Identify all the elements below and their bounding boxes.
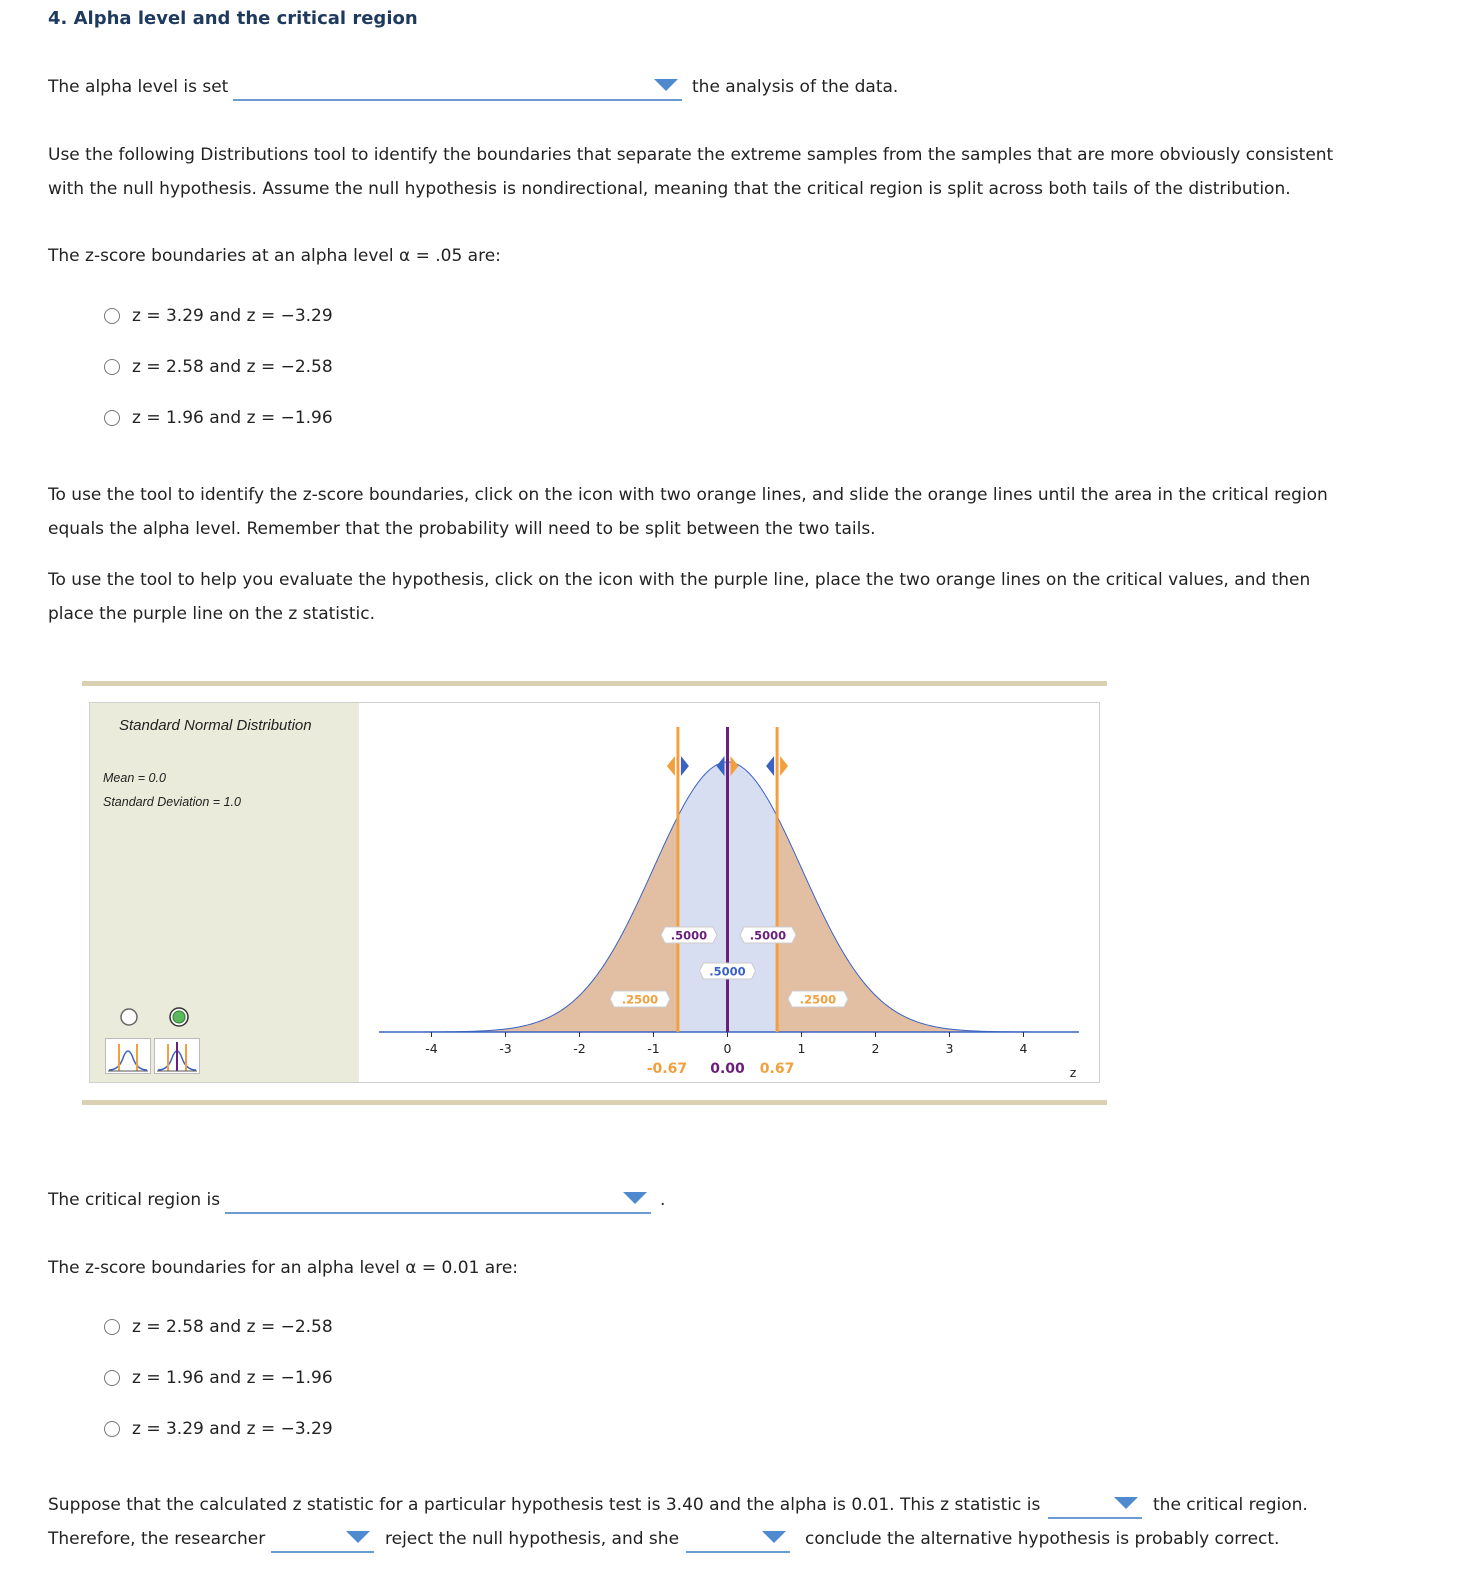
left-center-area-label <box>661 927 717 943</box>
area-label-text: .5000 <box>670 928 708 943</box>
radio-button[interactable] <box>104 1370 120 1386</box>
drag-handle-left <box>667 756 675 776</box>
tool-help-1-line-2: equals the alpha level. Remember that the probability will need to be split between the two tails. <box>48 519 876 539</box>
q4-option[interactable] <box>104 1368 333 1388</box>
tool-help-2-line-1: To use the tool to help you evaluate the hypothesis, click on the icon with the purple line, place the two orange lines on the critical values, and then <box>48 570 1311 590</box>
radio-button[interactable] <box>104 1319 120 1335</box>
purple-line-icon[interactable] <box>154 1038 200 1074</box>
tick-label: 1 <box>797 1041 806 1056</box>
chevron-down-icon <box>762 1531 786 1543</box>
tool-help-2-line-2: place the purple line on the z statistic. <box>48 604 375 624</box>
mode-radio-purple-line[interactable] <box>167 1005 191 1029</box>
mode-radio-two-lines[interactable] <box>118 1006 140 1028</box>
radio-button[interactable] <box>104 410 120 426</box>
q5-part1: Suppose that the calculated z statistic for a particular hypothesis test is 3.40 and the alpha is 0.01. This z statistic is <box>48 1495 1041 1515</box>
tick-label: 4 <box>1019 1041 1028 1056</box>
tool-side-panel <box>90 703 359 1082</box>
area-label-text: .2500 <box>621 992 659 1007</box>
q4-prompt: The z-score boundaries for an alpha level α = 0.01 are: <box>48 1258 519 1278</box>
option-label: z = 1.96 and z = −1.96 <box>132 1368 333 1388</box>
section-title: 4. Alpha level and the critical region <box>48 8 418 29</box>
mean-label: Mean = 0.0 <box>103 771 166 785</box>
axis-label: z <box>1069 1065 1077 1080</box>
q5-part3: Therefore, the researcher <box>48 1529 266 1549</box>
tool-top-border <box>82 681 1107 686</box>
area-label-text: .5000 <box>709 964 746 979</box>
tool-help-1 <box>48 478 1368 546</box>
option-label: z = 1.96 and z = −1.96 <box>132 408 333 428</box>
option-label: z = 2.58 and z = −2.58 <box>132 1317 333 1337</box>
instructions <box>48 138 1368 206</box>
sd-label: Standard Deviation = 1.0 <box>103 795 241 809</box>
conclusion-dropdown[interactable] <box>686 1525 790 1553</box>
option-label: z = 2.58 and z = −2.58 <box>132 357 333 377</box>
q2-option[interactable] <box>104 408 333 428</box>
instructions-line-2: with the null hypothesis. Assume the null hypothesis is nondirectional, meaning that the critical region is split across both tails of the distribution. <box>48 179 1291 199</box>
q3-prefix: The critical region is <box>48 1190 221 1210</box>
tool-bottom-border <box>82 1100 1107 1105</box>
right-center-area-label <box>740 927 796 943</box>
orange-right-value: 0.67 <box>759 1061 795 1077</box>
option-label: z = 3.29 and z = −3.29 <box>132 306 333 326</box>
q1-suffix: the analysis of the data. <box>692 77 899 97</box>
tick-label: 0 <box>723 1041 732 1056</box>
purple-area-label <box>700 963 756 979</box>
tick-label: -1 <box>647 1041 660 1056</box>
z-statistic-location-dropdown[interactable] <box>1048 1491 1142 1519</box>
drag-handle-left <box>766 756 774 776</box>
area-label-text: .5000 <box>749 928 787 943</box>
left-tail-area-label <box>610 991 670 1007</box>
instructions-line-1: Use the following Distributions tool to identify the boundaries that separate the extreme samples from the samples that are more obviously consistent <box>48 145 1334 165</box>
q5-part2: the critical region. <box>1153 1495 1308 1515</box>
tick-label: -2 <box>573 1041 586 1056</box>
distribution-chart <box>360 703 1099 1082</box>
drag-handle-right <box>681 756 689 776</box>
q3-suffix: . <box>660 1190 666 1210</box>
right-tail-area-label <box>788 991 848 1007</box>
option-label: z = 3.29 and z = −3.29 <box>132 1419 333 1439</box>
chevron-down-icon <box>623 1192 647 1204</box>
radio-button[interactable] <box>104 308 120 324</box>
tick-label: 2 <box>871 1041 880 1056</box>
alpha-timing-dropdown[interactable] <box>233 73 682 101</box>
tool-help-2 <box>48 563 1368 631</box>
tool-title: Standard Normal Distribution <box>119 717 312 734</box>
chevron-down-icon <box>1114 1497 1138 1509</box>
q5-part5: conclude the alternative hypothesis is probably correct. <box>805 1529 1280 1549</box>
radio-button[interactable] <box>104 1421 120 1437</box>
q5-part4: reject the null hypothesis, and she <box>385 1529 680 1549</box>
chevron-down-icon <box>654 79 678 91</box>
tick-label: 3 <box>945 1041 954 1056</box>
radio-button[interactable] <box>104 359 120 375</box>
chevron-down-icon <box>346 1531 370 1543</box>
tick-label: -3 <box>499 1041 512 1056</box>
area-label-text: .2500 <box>799 992 837 1007</box>
q2-option[interactable] <box>104 357 333 377</box>
two-orange-lines-icon[interactable] <box>105 1038 151 1074</box>
distributions-tool <box>89 702 1100 1083</box>
tool-help-1-line-1: To use the tool to identify the z-score boundaries, click on the icon with two orange lines, and slide the orange lines until the area in the critical region <box>48 485 1328 505</box>
orange-left-value: -0.67 <box>646 1061 688 1077</box>
tick-label: -4 <box>425 1041 438 1056</box>
q1-prefix: The alpha level is set <box>48 77 229 97</box>
q2-option[interactable] <box>104 306 333 326</box>
purple-value: 0.00 <box>710 1061 745 1077</box>
critical-region-dropdown[interactable] <box>225 1186 651 1214</box>
q2-prompt: The z-score boundaries at an alpha level α = .05 are: <box>48 246 501 266</box>
q4-option[interactable] <box>104 1419 333 1439</box>
q4-option[interactable] <box>104 1317 333 1337</box>
drag-handle-right <box>780 756 788 776</box>
researcher-decision-dropdown[interactable] <box>271 1525 374 1553</box>
